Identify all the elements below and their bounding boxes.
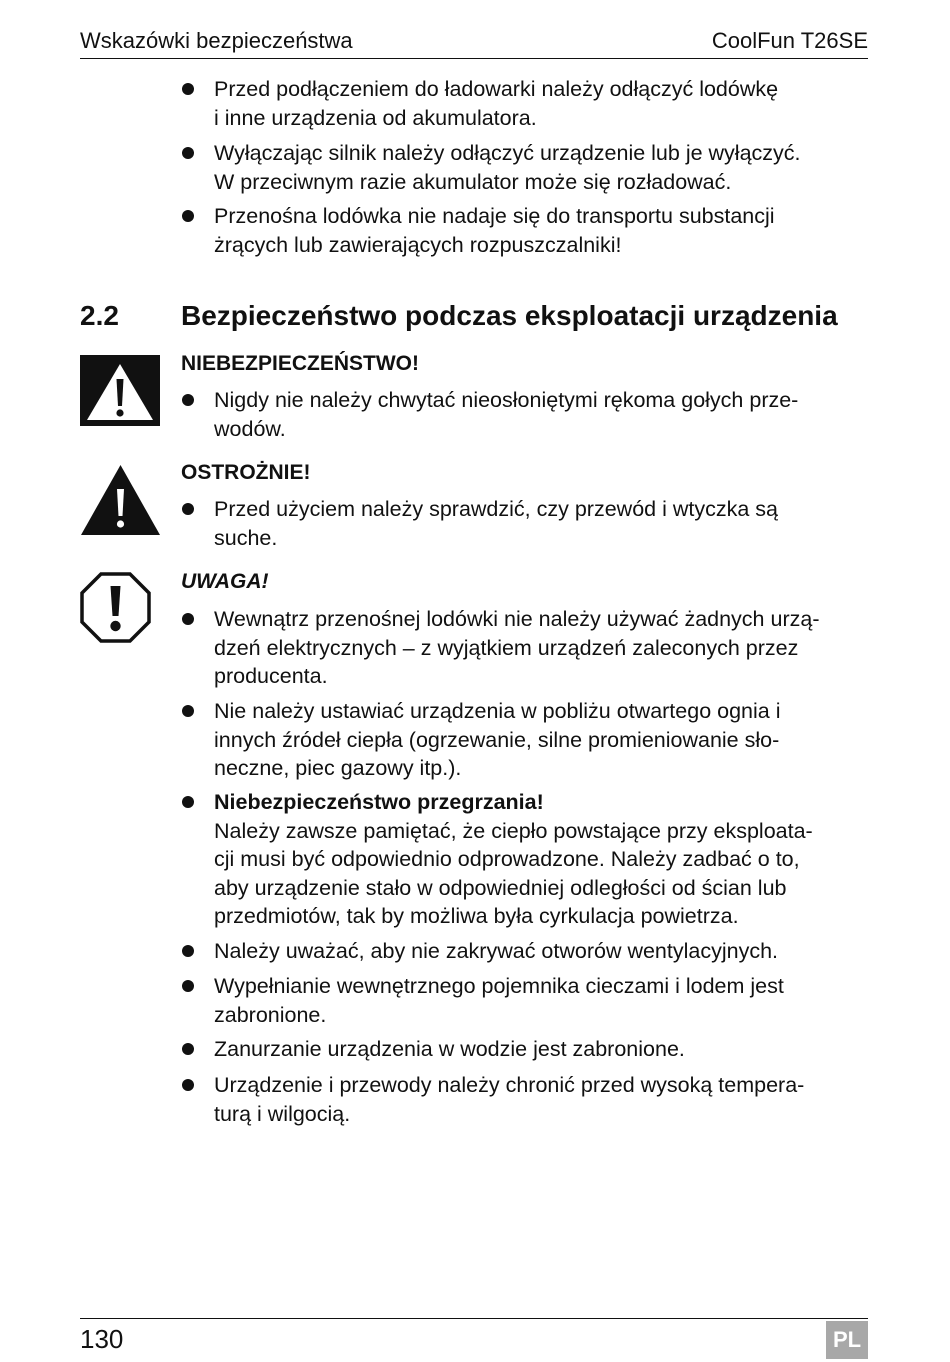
list-item: Zanurzanie urządzenia w wodzie jest zabronione. (180, 1035, 870, 1064)
list-item: Nie należy ustawiać urządzenia w pobliżu otwartego ognia i innych źródeł ciepła (ogrzewanie, silne promieniowanie sło- neczne, piec gazowy itp.). (180, 697, 870, 783)
header-product-name: CoolFun T26SE (711, 28, 868, 53)
list-item: Wyłączając silnik należy odłączyć urządzenie lub je wyłączyć. W przeciwnym razie akumulator może się rozładować. (180, 139, 870, 196)
footer-divider (80, 1318, 868, 1319)
section-title: Bezpieczeństwo podczas eksploatacji urządzenia (181, 300, 838, 331)
caution-label: OSTROŻNIE! (181, 461, 311, 484)
list-item: Przed użyciem należy sprawdzić, czy przewód i wtyczka są suche. (180, 495, 870, 552)
bullet-dot-icon (182, 613, 194, 625)
bullet-dot-icon (182, 1043, 194, 1055)
list-item: Przed podłączeniem do ładowarki należy odłączyć lodówkę i inne urządzenia od akumulatora. (180, 75, 870, 132)
list-item: Niebezpieczeństwo przegrzania! Należy zawsze pamiętać, że ciepło powstające przy eksploata- cji musi być odpowiednio odprowadzone. Należy zadbać o to, aby urządzenie stało w odpowiedniej odległości od ścian lub przedmiotów, tak by możliwa była cyrkulacja powietrza. (180, 788, 870, 931)
language-badge: PL (826, 1321, 868, 1359)
page-header (80, 28, 868, 59)
danger-warning-icon (80, 355, 160, 426)
bullet-dot-icon (182, 945, 194, 957)
notice-label: UWAGA! (181, 570, 269, 593)
bullet-dot-icon (182, 83, 194, 95)
bullet-dot-icon (182, 1079, 194, 1091)
page-number: 130 (80, 1324, 124, 1354)
overheat-warning-heading: Niebezpieczeństwo przegrzania! (214, 790, 544, 814)
bullet-dot-icon (182, 705, 194, 717)
bullet-dot-icon (182, 503, 194, 515)
bullet-dot-icon (182, 980, 194, 992)
bullet-dot-icon (182, 210, 194, 222)
list-item: Przenośna lodówka nie nadaje się do transportu substancji żrących lub zawierających rozpuszczalniki! (180, 202, 870, 259)
list-item: Wypełnianie wewnętrznego pojemnika cieczami i lodem jest zabronione. (180, 972, 870, 1029)
list-item: Wewnątrz przenośnej lodówki nie należy używać żadnych urzą- dzeń elektrycznych – z wyjątkiem urządzeń zaleconych przez producenta. (180, 605, 870, 691)
bullet-dot-icon (182, 796, 194, 808)
notice-octagon-icon (80, 572, 151, 643)
bullet-dot-icon (182, 147, 194, 159)
list-item: Urządzenie i przewody należy chronić przed wysoką tempera- turą i wilgocią. (180, 1071, 870, 1128)
list-item: Należy uważać, aby nie zakrywać otworów wentylacyjnych. (180, 937, 870, 966)
list-item: Nigdy nie należy chwytać nieosłoniętymi rękoma gołych prze- wodów. (180, 386, 870, 443)
bullet-dot-icon (182, 394, 194, 406)
danger-label: NIEBEZPIECZEŃSTWO! (181, 352, 420, 375)
section-number: 2.2 (80, 300, 119, 331)
caution-triangle-icon (80, 464, 161, 536)
header-section-title: Wskazówki bezpieczeństwa (80, 28, 353, 53)
